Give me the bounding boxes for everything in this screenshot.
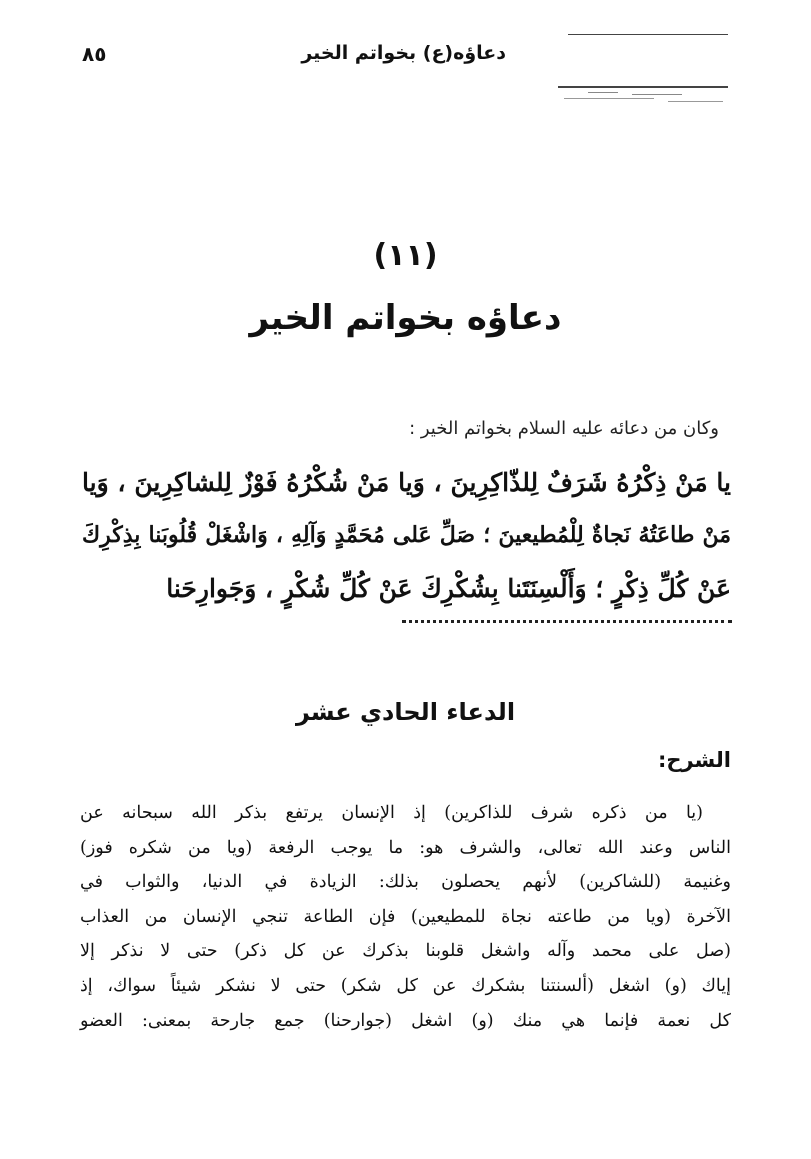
dotted-divider xyxy=(402,620,732,623)
intro-text: وكان من دعائه عليه السلام بخواتم الخير : xyxy=(409,418,719,439)
commentary-line: وغنيمة (للشاكرين) لأنهم يحصلون بذلك: الزيادة في الدنيا، والثواب في xyxy=(80,872,731,893)
dua-line: مَنْ طاعَتُهُ نَجاةٌ لِلْمُطيعينَ ؛ صَلِّ عَلى مُحَمَّدٍ وَآلِهِ ، وَاشْغَلْ قُلُوبَنا بِذِكْرِكَ xyxy=(82,522,731,548)
header-ornament xyxy=(558,34,730,104)
page-header xyxy=(82,40,506,70)
commentary-line: الآخرة (ويا من طاعته نجاة للمطيعين) فإن الطاعة تنجي الإنسان من العذاب xyxy=(80,906,731,927)
commentary-label: الشرح: xyxy=(657,748,731,772)
chapter-number: (١١) xyxy=(373,238,438,273)
commentary-line: (يا من ذكره شرف للذاكرين) إذ الإنسان يرتفع بذكر الله سبحانه عن xyxy=(80,803,703,823)
commentary-text xyxy=(80,796,731,1038)
dua-line: يا مَنْ ذِكْرُهُ شَرَفٌ لِلذّاكِرِينَ ، وَيا مَنْ شُكْرُهُ فَوْزٌ لِلشاكِرِينَ ، وَيا xyxy=(82,468,731,497)
commentary-line: إياك (و) اشغل (ألسنتنا بشكرك عن كل شكر) حتى لا نشكر شيئاً سواك، إذ xyxy=(80,975,731,996)
running-title: دعاؤه(ع) بخواتم الخير xyxy=(301,42,506,64)
commentary-line: كل نعمة فإنما هي منك (و) اشغل (جوارحنا) جمع جارحة بمعنى: العضو xyxy=(80,1010,731,1031)
dua-line: عَنْ كُلِّ ذِكْرٍ ؛ وَأَلْسِنَتَنا بِشُكْرِكَ عَنْ كُلِّ شُكْرٍ ، وَجَوارِحَنا xyxy=(166,574,731,603)
commentary-line: (صل على محمد وآله واشغل قلوبنا بذكرك عن كل ذكر) حتى لا نذكر إلا xyxy=(80,941,731,962)
page-number: ٨٥ xyxy=(82,42,107,66)
commentary-line: الناس وعند الله تعالى، والشرف هو: ما يوجب الرفعة (ويا من شكره فوز) xyxy=(80,837,731,858)
chapter-title: دعاؤه بخواتم الخير xyxy=(249,298,562,338)
dua-text xyxy=(82,456,731,615)
section-heading: الدعاء الحادي عشر xyxy=(295,698,516,726)
